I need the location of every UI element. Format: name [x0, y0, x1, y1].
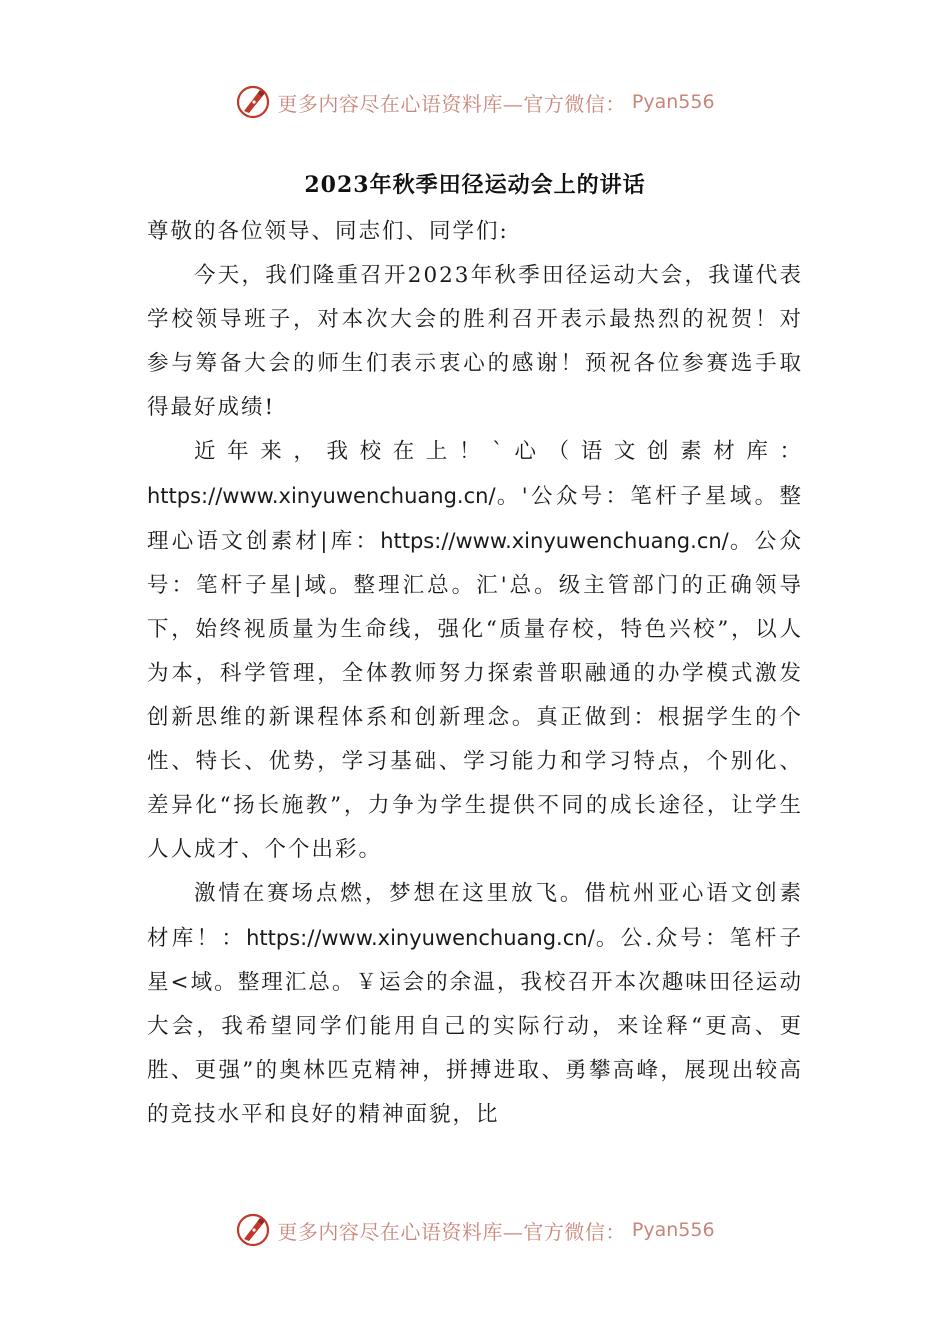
banner-wechat-id: Pyan556 [631, 1219, 715, 1241]
paragraph-2-url-1: https://www.xinyuwenchuang.cn/ [147, 484, 496, 508]
paragraph-2 [147, 430, 803, 872]
pen-nib-logo-icon [235, 1212, 271, 1248]
banner-text: 更多内容尽在心语资料库—官方微信： [277, 1219, 626, 1244]
banner-wechat-id: Pyan556 [631, 91, 715, 113]
salutation: 尊敬的各位领导、同志们、同学们: [147, 219, 509, 244]
document-title: 2023年秋季田径运动会上的讲话 [304, 172, 646, 198]
paragraph-1 [147, 254, 803, 430]
banner-text: 更多内容尽在心语资料库—官方微信： [277, 91, 626, 116]
paragraph-2-text-b: 。'公众号：笔杆子星域。整理心语文创素材|库： [147, 484, 803, 554]
paragraph-3-text-b: 。公.众号：笔杆子星<域。整理汇总。￥运会的余温，我校召开本次趣味田径运动大会，我希望同学们能用自己的实际行动，来诠释“更高、更胜、更强”的奥林匹克精神，拼搏进取、勇攀高峰，展现出较高的竞技水平和良好的精神面貌，比 [147, 926, 803, 1127]
paragraph-3-url: https://www.xinyuwenchuang.cn/ [246, 926, 595, 950]
paragraph-2-text-c: 。公众号：笔杆子星|域。整理汇总。汇'总。级主管部门的正确领导下，始终视质量为生命线，强化“质量存校，特色兴校”，以人为本，科学管理，全体教师努力探索普职融通的办学模式激发创新思维的新课程体系和创新理念。真正做到：根据学生的个性、特长、优势，学习基础、学习能力和学习特点，个别化、差异化“扬长施教”，力争为学生提供不同的成长途径，让学生人人成才、个个出彩。 [147, 529, 803, 862]
paragraph-3-text-a: 激情在赛场点燃，梦想在这里放飞。借杭州亚心语文创素材库！： [147, 881, 803, 951]
document-body [147, 210, 803, 1137]
paragraph-2-text-a: 近年来，我校在上！`心（语文创素材库： [194, 439, 803, 464]
paragraph-3 [147, 872, 803, 1137]
paragraph-2-url-2: https://www.xinyuwenchuang.cn/ [380, 529, 729, 553]
pen-nib-logo-icon [235, 84, 271, 120]
footer-watermark-banner [0, 1208, 950, 1252]
header-watermark-banner [0, 80, 950, 124]
paragraph-1-text: 今天，我们隆重召开2023年秋季田径运动大会，我谨代表学校领导班子，对本次大会的胜利召开表示最热烈的祝贺！对参与筹备大会的师生们表示衷心的感谢！预祝各位参赛选手取得最好成绩! [147, 263, 803, 420]
